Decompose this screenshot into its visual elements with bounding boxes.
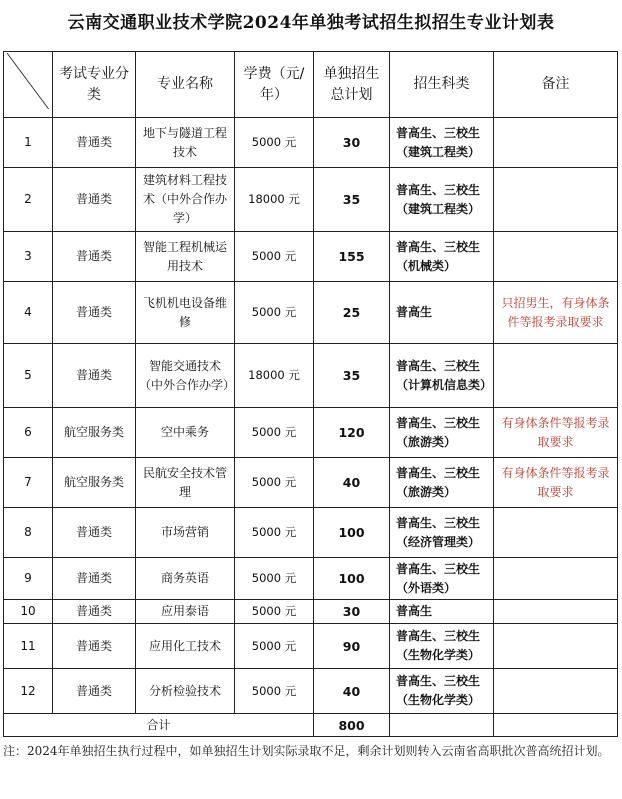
note-cell	[494, 558, 618, 600]
total-cell: 25	[314, 282, 390, 344]
kind-cell: 普高生、三校生（旅游类）	[390, 458, 494, 508]
header-major: 专业名称	[136, 52, 235, 118]
table-header-row	[4, 52, 618, 118]
fee-cell: 5000 元	[235, 232, 314, 282]
major-cell: 飞机机电设备维修	[136, 282, 235, 344]
row-number: 11	[4, 624, 53, 669]
table-row	[4, 408, 618, 458]
header-fee: 学费（元/年）	[235, 52, 314, 118]
note-cell	[494, 508, 618, 558]
enrollment-plan-table	[3, 51, 618, 737]
fee-cell: 5000 元	[235, 600, 314, 624]
table-row	[4, 458, 618, 508]
page-title: 云南交通职业技术学院2024年单独考试招生拟招生专业计划表	[67, 13, 555, 33]
summary-row	[4, 714, 618, 737]
row-number: 4	[4, 282, 53, 344]
kind-cell: 普高生、三校生（建筑工程类）	[390, 118, 494, 168]
major-cell: 应用化工技术	[136, 624, 235, 669]
note-cell: 只招男生，有身体条件等报考录取要求	[494, 282, 618, 344]
fee-cell: 5000 元	[235, 458, 314, 508]
row-number: 12	[4, 669, 53, 714]
row-number: 6	[4, 408, 53, 458]
category-cell: 普通类	[53, 232, 136, 282]
kind-cell: 普高生、三校生（外语类）	[390, 558, 494, 600]
category-cell: 普通类	[53, 508, 136, 558]
category-cell: 普通类	[53, 600, 136, 624]
table-row	[4, 232, 618, 282]
major-cell: 空中乘务	[136, 408, 235, 458]
kind-cell: 普高生、三校生（生物化学类）	[390, 669, 494, 714]
category-cell: 普通类	[53, 282, 136, 344]
table-row	[4, 558, 618, 600]
kind-cell: 普高生	[390, 282, 494, 344]
total-cell: 155	[314, 232, 390, 282]
header-category: 考试专业分类	[53, 52, 136, 118]
major-cell: 民航安全技术管理	[136, 458, 235, 508]
major-cell: 应用泰语	[136, 600, 235, 624]
note-cell	[494, 118, 618, 168]
note-cell: 有身体条件等报考录取要求	[494, 408, 618, 458]
total-cell: 100	[314, 508, 390, 558]
category-cell: 航空服务类	[53, 408, 136, 458]
major-cell: 建筑材料工程技术（中外合作办学）	[136, 168, 235, 232]
fee-cell: 5000 元	[235, 508, 314, 558]
table-row	[4, 669, 618, 714]
kind-cell: 普高生、三校生（建筑工程类）	[390, 168, 494, 232]
summary-label: 合计	[4, 714, 314, 737]
category-cell: 航空服务类	[53, 458, 136, 508]
note-cell	[494, 232, 618, 282]
note-cell: 有身体条件等报考录取要求	[494, 458, 618, 508]
fee-cell: 5000 元	[235, 558, 314, 600]
diagonal-line	[7, 53, 49, 110]
footnote: 注：2024年单独招生执行过程中，如单独招生计划实际录取不足，剩余计划则转入云南省高职批次普高统招计划。	[3, 744, 610, 758]
total-cell: 40	[314, 458, 390, 508]
total-cell: 30	[314, 118, 390, 168]
row-number: 5	[4, 344, 53, 408]
row-number: 9	[4, 558, 53, 600]
major-cell: 分析检验技术	[136, 669, 235, 714]
fee-cell: 18000 元	[235, 344, 314, 408]
table-row	[4, 118, 618, 168]
note-cell	[494, 624, 618, 669]
fee-cell: 5000 元	[235, 282, 314, 344]
category-cell: 普通类	[53, 118, 136, 168]
row-number: 2	[4, 168, 53, 232]
major-cell: 智能交通技术（中外合作办学）	[136, 344, 235, 408]
table-row	[4, 600, 618, 624]
kind-cell: 普高生、三校生（生物化学类）	[390, 624, 494, 669]
fee-cell: 5000 元	[235, 624, 314, 669]
fee-cell: 5000 元	[235, 408, 314, 458]
note-cell	[494, 168, 618, 232]
major-cell: 市场营销	[136, 508, 235, 558]
fee-cell: 18000 元	[235, 168, 314, 232]
row-number: 3	[4, 232, 53, 282]
header-note: 备注	[494, 52, 618, 118]
total-cell: 35	[314, 168, 390, 232]
kind-cell: 普高生、三校生（机械类）	[390, 232, 494, 282]
kind-cell: 普高生	[390, 600, 494, 624]
row-number: 8	[4, 508, 53, 558]
table-row	[4, 624, 618, 669]
kind-cell: 普高生、三校生（旅游类）	[390, 408, 494, 458]
category-cell: 普通类	[53, 669, 136, 714]
kind-cell: 普高生、三校生（计算机信息类）	[390, 344, 494, 408]
total-cell: 35	[314, 344, 390, 408]
note-cell	[494, 344, 618, 408]
major-cell: 商务英语	[136, 558, 235, 600]
header-kind: 招生科类	[390, 52, 494, 118]
row-number: 1	[4, 118, 53, 168]
fee-cell: 5000 元	[235, 669, 314, 714]
note-cell	[494, 600, 618, 624]
category-cell: 普通类	[53, 168, 136, 232]
table-row	[4, 282, 618, 344]
row-number: 7	[4, 458, 53, 508]
category-cell: 普通类	[53, 344, 136, 408]
total-cell: 120	[314, 408, 390, 458]
total-cell: 30	[314, 600, 390, 624]
table-row	[4, 344, 618, 408]
note-cell	[494, 669, 618, 714]
fee-cell: 5000 元	[235, 118, 314, 168]
header-total: 单独招生总计划	[314, 52, 390, 118]
row-number: 10	[4, 600, 53, 624]
total-cell: 40	[314, 669, 390, 714]
table-row	[4, 508, 618, 558]
summary-total: 800	[314, 714, 390, 737]
table-row	[4, 168, 618, 232]
category-cell: 普通类	[53, 624, 136, 669]
diagonal-corner-cell	[4, 52, 53, 118]
major-cell: 地下与隧道工程技术	[136, 118, 235, 168]
major-cell: 智能工程机械运用技术	[136, 232, 235, 282]
summary-empty-cell	[390, 714, 494, 737]
summary-empty-cell	[494, 714, 618, 737]
category-cell: 普通类	[53, 558, 136, 600]
total-cell: 90	[314, 624, 390, 669]
kind-cell: 普高生、三校生（经济管理类）	[390, 508, 494, 558]
total-cell: 100	[314, 558, 390, 600]
